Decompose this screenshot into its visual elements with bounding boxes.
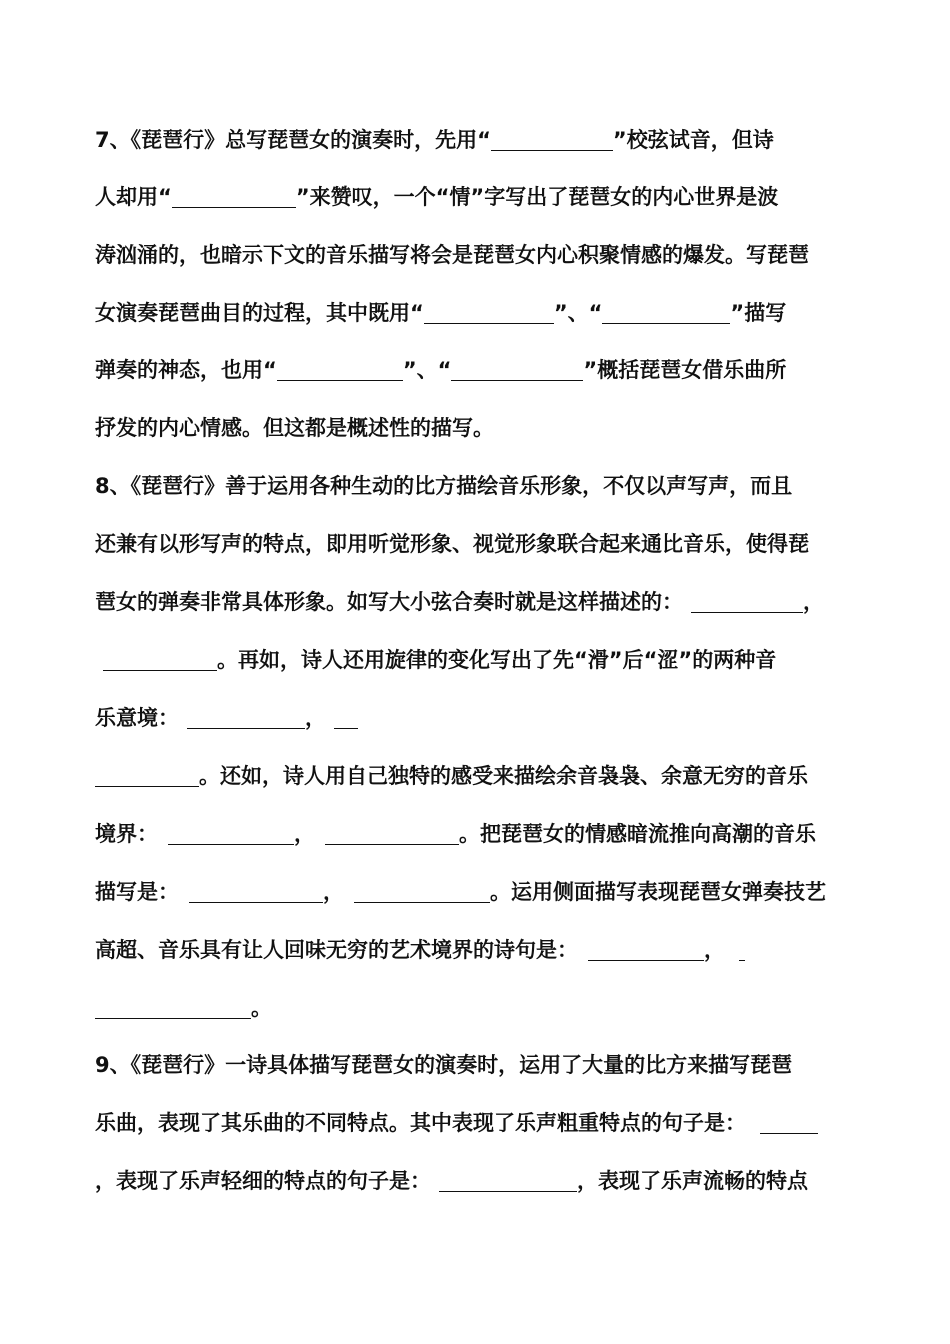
answer-blank[interactable]: [325, 824, 459, 845]
answer-blank[interactable]: [95, 766, 199, 787]
q9-line-2: [95, 1103, 818, 1143]
q8-line-10: [95, 988, 272, 1028]
q8-line-9: [95, 930, 745, 970]
q8-text: 。还如，诗人用自己独特的感受来描绘余音袅袅、余意无穷的音乐: [199, 764, 808, 788]
q8-text: ，: [704, 938, 725, 962]
q9-line-3: [95, 1161, 808, 1201]
q8-text: ，: [803, 590, 824, 614]
q8-line-5: [95, 698, 358, 738]
q8-text: ，: [294, 822, 315, 846]
q8-text: 高超、音乐具有让人回味无穷的艺术境界的诗句是：: [95, 938, 578, 962]
q7-text: 女演奏琵琶曲目的过程，其中既用“: [95, 301, 424, 325]
answer-blank[interactable]: [334, 708, 358, 729]
q9-text: ，表现了乐声流畅的特点: [577, 1169, 808, 1193]
answer-blank[interactable]: [354, 882, 490, 903]
answer-blank[interactable]: [602, 303, 730, 324]
answer-blank[interactable]: [691, 592, 803, 613]
q8-text: 。: [251, 996, 272, 1020]
q8-text: 描写是：: [95, 880, 179, 904]
q8-text: 还兼有以形写声的特点，即用听觉形象、视觉形象联合起来通比音乐，使得琵: [95, 532, 809, 556]
q7-text: 抒发的内心情感。但这都是概述性的描写。: [95, 416, 494, 440]
q8-text: 。把琵琶女的情感暗流推向高潮的音乐: [459, 822, 816, 846]
q8-text: 。运用侧面描写表现琵琶女弹奏技艺: [490, 880, 826, 904]
answer-blank[interactable]: [439, 1171, 577, 1192]
answer-blank[interactable]: [739, 940, 745, 961]
q7-text: 7、《琵琶行》总写琵琶女的演奏时，先用“: [95, 128, 491, 152]
q8-line-7: [95, 814, 816, 854]
q8-text: ，: [323, 880, 344, 904]
answer-blank[interactable]: [95, 998, 251, 1019]
q7-text: ”来赞叹，一个“情”字写出了琵琶女的内心世界是波: [295, 185, 779, 209]
answer-blank[interactable]: [277, 360, 403, 381]
q8-line-1: [95, 466, 792, 506]
q7-text: ”、“: [402, 358, 452, 382]
q8-text: ，: [305, 706, 326, 730]
q7-line-5: [95, 350, 786, 390]
q7-text: ”概括琵琶女借乐曲所: [583, 358, 787, 382]
q7-line-6: [95, 408, 494, 448]
q7-line-3: [95, 235, 809, 275]
q9-text: 9、《琵琶行》一诗具体描写琵琶女的演奏时，运用了大量的比方来描写琵琶: [95, 1053, 793, 1077]
q7-text: ”校弦试音，但诗: [612, 128, 774, 152]
q7-line-1: [95, 120, 774, 160]
answer-blank[interactable]: [168, 824, 294, 845]
q7-text: ”、“: [553, 301, 603, 325]
q8-line-8: [95, 872, 826, 912]
q8-text: 8、《琵琶行》善于运用各种生动的比方描绘音乐形象，不仅以声写声，而且: [95, 474, 793, 498]
q8-text: 。再如，诗人还用旋律的变化写出了先“滑”后“涩”的两种音: [217, 648, 777, 672]
q9-text: 乐曲，表现了其乐曲的不同特点。其中表现了乐声粗重特点的句子是：: [95, 1111, 746, 1135]
answer-blank[interactable]: [189, 882, 323, 903]
q7-text: 弹奏的神态，也用“: [95, 358, 277, 382]
answer-blank[interactable]: [172, 187, 296, 208]
q8-line-4: [95, 640, 776, 680]
answer-blank[interactable]: [451, 360, 583, 381]
q8-text: 琶女的弹奏非常具体形象。如写大小弦合奏时就是这样描述的：: [95, 590, 683, 614]
q7-text: 人却用“: [95, 185, 172, 209]
answer-blank[interactable]: [424, 303, 554, 324]
q8-line-3: [95, 582, 824, 622]
q7-line-2: [95, 177, 778, 217]
q8-line-2: [95, 524, 809, 564]
answer-blank[interactable]: [760, 1113, 818, 1134]
q7-line-4: [95, 293, 786, 333]
answer-blank[interactable]: [187, 708, 305, 729]
answer-blank[interactable]: [103, 650, 217, 671]
q8-text: 境界：: [95, 822, 158, 846]
answer-blank[interactable]: [588, 940, 704, 961]
q8-text: 乐意境：: [95, 706, 179, 730]
q8-line-6: [95, 756, 808, 796]
q7-text: 涛汹涌的，也暗示下文的音乐描写将会是琵琶女内心积聚情感的爆发。写琵琶: [95, 243, 809, 267]
q7-text: ”描写: [730, 301, 787, 325]
answer-blank[interactable]: [491, 130, 613, 151]
q9-text: ，表现了乐声轻细的特点的句子是：: [95, 1169, 431, 1193]
q9-line-1: [95, 1045, 792, 1085]
